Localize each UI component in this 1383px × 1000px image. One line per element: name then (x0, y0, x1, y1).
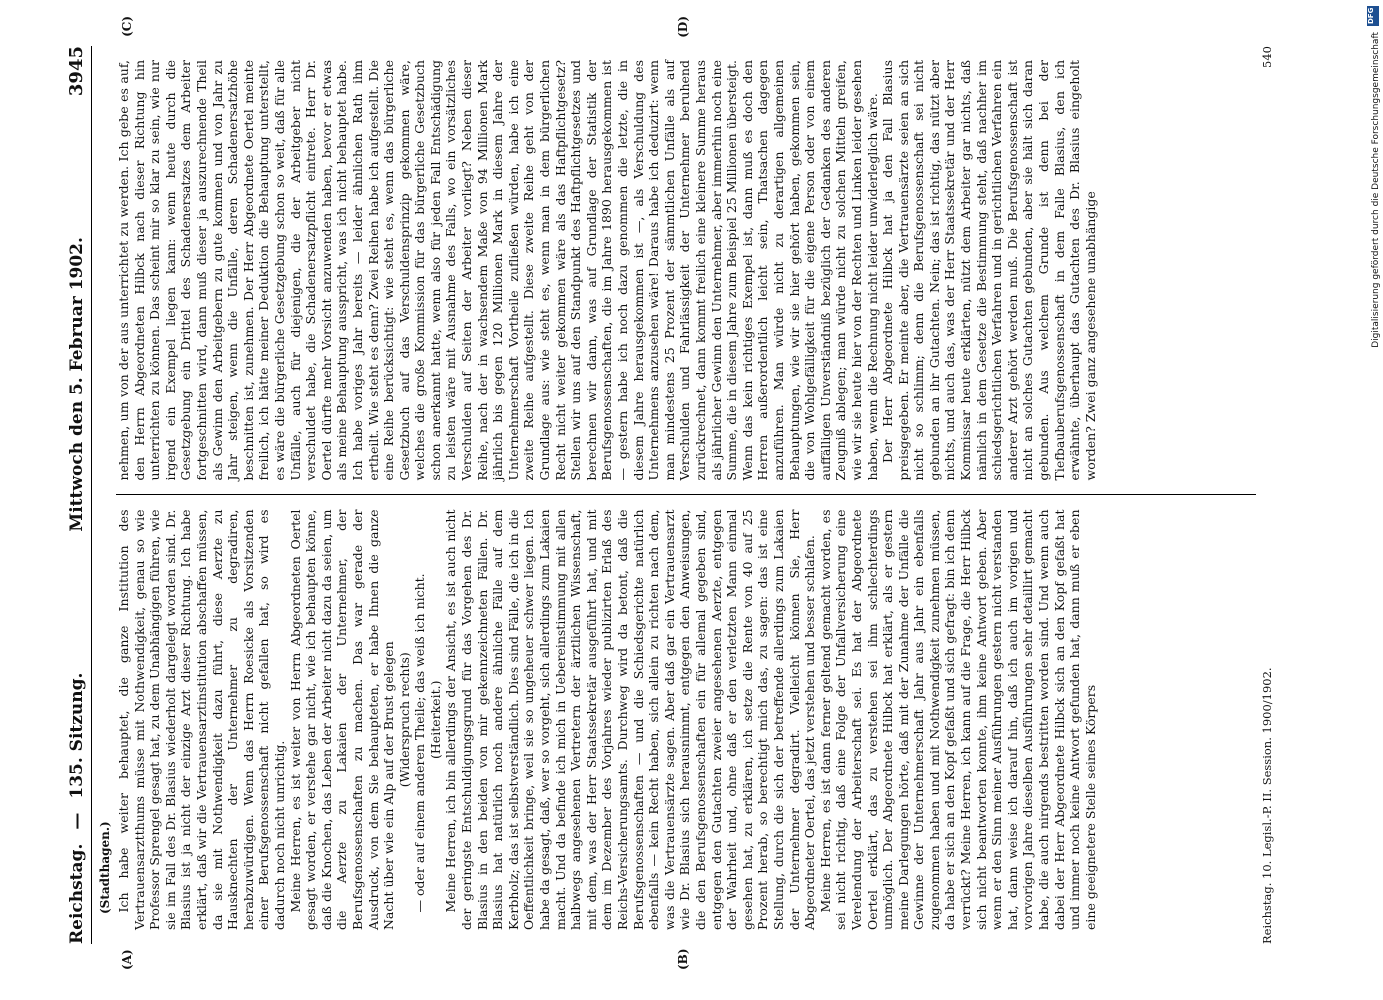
paragraph: Meine Herren, es ist weiter von Herrn Abgeordneten Oertel gesagt worden, er verstehe gar nicht, wie ich behaupten könne, daß die Knochen, das Leben der Arbeiter nicht dazu da seien, um die Aerzte zu Lakaien der Unternehmer, der Berufsgenossenschaften zu machen. Das war gerade der Ausdruck, von dem Sie behaupteten, er habe Ihnen die ganze Nacht über wie ein Alp auf der Brust gelegen (287, 509, 397, 930)
interjection: (Widerspruch rechts) (396, 652, 412, 788)
digitization-credit: Digitalisierung gefördert durch die Deutsche Forschungsgemeinschaft (1371, 32, 1381, 348)
paragraph: Meine Herren, es ist dann ferner geltend gemacht worden, es sei nicht richtig, daß eine Folge der Unfallversicherung eine Verelendung der Arbeiterschaft sei. Es hat der Abgeordnete Oertel erklärt, das zu verstehen sei ihm schlechterdings unmöglich. Der Abgeordnete Hilbck hat erklärt, als er gestern meine Darlegungen hörte, daß mit der Zunahme der Unfälle die Gewinne der Unternehmerschaft Jahr aus Jahr ein ebenfalls zugenommen haben und mit Nothwendigkeit zunehmen müssen, da habe er sich an den Kopf gefaßt und sich gefragt: bin ich denn verrückt? Meine Herren, ich kann auf die Frage, die Herr Hilbck sich nicht beantworten konnte, ihm keine Antwort geben. Aber wenn er den Sinn meiner Ausführungen gestern nicht verstanden hat, dann weise ich darauf hin, daß ich auch im vorigen und vorvorigen Jahre dieselben Ausführungen sehr detaillirt gemacht habe, die auch nirgends bestritten worden sind. Und wenn auch dabei der Herr Abgeordnete Hilbck sich an den Kopf gefaßt hat und immer noch keine Antwort gefunden hat, dann muß er eben eine geeignetere Stelle seines Körpers (817, 509, 1098, 930)
header-reichstag: Reichstag. (67, 843, 87, 944)
speaker-label: (Stadthagen.) (98, 821, 112, 914)
page-number: 3945 (66, 46, 87, 97)
header-session: 135. Sitzung. (67, 672, 87, 799)
margin-mark-d: (D) (676, 16, 690, 38)
text-columns (116, 16, 1256, 970)
paragraph: — oder auf einem anderen Theile; das weiß ich nicht. (412, 573, 428, 913)
paragraph: Der Herr Abgeordnete Hilbck hat ja den Fall Blasius preisgegeben. Er meinte aber, die Vertrauensärzte seien an sich nicht so schlimm; denn die Berufsgenossenschaft sei nicht gebunden an ihr Gutachten. Nein; das ist richtig, das nützt aber nichts, und auch das, was der Herr Staatssekretär und der Herr Kommissar heute erklärten, nützt dem Arbeiter gar nichts, daß nämlich in dem Gesetze die Bestimmung steht, daß nachher im schiedsgerichtlichen Verfahren und in gerichtlichen Verfahren ein anderer Arzt gehört werden muß. Die Berufsgenossenschaft ist nicht an solches Gutachten gebunden, aber sie hält sich daran gebunden. Aus welchem Grunde ist denn bei der Tiefbauberufsgenossenschaft in dem Falle Blasius, den ich erwähnte, überhaupt das Gutachten des Dr. Blasius eingeholt worden? Zwei ganz angesehene unabhängige (880, 60, 1098, 481)
footer-right: 540 (1260, 46, 1274, 68)
column-divider (116, 495, 1256, 496)
paragraph: nehmen, um von der aus unterrichtet zu werden. Ich gebe es auf, den Herrn Abgeordneten Hilbck nach dieser Richtung hin unterrichten zu können. Das scheint mir so klar zu sein, wie nur irgend ein Exempel liegen kann: wenn heute durch die Gesetzgebung ein Drittel des Schadenersatzes dem Arbeiter fortgeschnitten wird, dann muß dieser ja auszurechnende Theil als Gewinn den Arbeitgebern zu gute kommen und von Jahr zu Jahr steigen, wenn die Unfälle, deren Schadenersatzhöhe beschnitten ist, zunehmen. Der Herr Abgeordnete Oertel meinte freilich, ich hätte meiner Deduktion die Behauptung unterstellt, es wäre die bürgerliche Gesetzgebung schon so weit, daß für alle Unfälle, auch für diejenigen, die der Arbeitgeber nicht verschuldet habe, die Schadenersatzpflicht eintrete. Herr Dr. Oertel dürfte mehr Vorsicht anzuwenden haben, bevor er etwas als meine Behauptung ausspricht, was ich nicht behauptet habe. Ich habe voriges Jahr bereits — leider ähnlichen Rath ihm ertheilt. Wie steht es denn? Zwei Reihen habe ich aufgestellt. Die eine Reihe berücksichtigt: wie steht es, wenn das bürgerliche Gesetzbuch auf das Verschuldensprinzip gekommen wäre, welches die große Kommission für das bürgerliche Gesetzbuch schon anerkannt hatte, wenn also für jeden Fall Entschädigung zu leisten wäre mit Ausnahme des Falls, wo ein vorsätzliches Verschulden auf Seiten der Arbeiter vorliegt? Neben dieser Reihe, nach der in wachsendem Maße von 94 Millionen Mark jährlich bis gegen 120 Millionen Mark in diesem Jahre der Unternehmerschaft Vortheile zufließen würden, habe ich eine zweite Reihe aufgestellt. Diese zweite Reihe geht von der Grundlage aus: wie steht es, wenn man in dem bürgerlichen Recht nicht weiter gekommen wäre als das Haftpflichtgesetz? Stellen wir uns auf den Standpunkt des Haftpflichtgesetzes und berechnen wir dann, was auf Grundlage der Statistik der Berufsgenossenschaften, die im Jahre 1890 herausgekommen ist — gestern habe ich noch dazu genommen die letzte, die in diesem Jahre herausgekommen ist —, als Verschuldung des Unternehmens anzusehen wäre! Daraus habe ich deduzirt: wenn man mindestens 25 Prozent der sämmtlichen Unfälle als auf Verschulden und Fahrlässigkeit der Unternehmer beruhend zurückrechnet, dann kommt freilich eine kleinere Summe heraus als jährlicher Gewinn den Unternehmer, aber immerhin noch eine Summe, die in diesem Jahre zum Beispiel 25 Millionen übersteigt. Wenn das kein richtiges Exempel ist, dann muß es doch den Herren außerordentlich leicht sein, Thatsachen dagegen anzuführen. Man würde nicht zu derartigen allgemeinen Behauptungen, wie wir sie hier gehört haben, gekommen sein, die von Wohlgefälligkeit für die eigene Person oder von einem auffälligen Unverständniß bezüglich der Gedanken des anderen Zeugniß ablegen; man würde nicht zu solchen Mitteln greifen, wie wir sie heute hier von der Rechten und Linken leider gesehen haben, wenn die Rechnung nicht leider unwiderleglich wäre. (116, 60, 880, 481)
header-date: Mittwoch den 5. Februar 1902. (67, 237, 87, 532)
left-column (116, 496, 1256, 945)
right-column (116, 46, 1256, 495)
interjection: (Heiterkeit.) (427, 680, 443, 759)
header-dash: — (67, 812, 87, 830)
page-footer (1260, 46, 1274, 944)
paragraph: Meine Herren, ich bin allerdings der Ansicht, es ist auch nicht der geringste Entschuldigungsgrund für das Vorgehen des Dr. Blasius in den beiden von mir gekennzeichneten Fällen. Dr. Blasius hat natürlich noch andere ähnliche Fälle auf dem Kerbholz; das ist selbstverständlich. Dies sind Fälle, die ich in die Oeffentlichkeit bringe, weil sie so ungeheuer schwer liegen. Ich habe da gesagt, daß, wer so vorgeht, sich allerdings zum Lakaien macht. Und da befinde ich mich in Uebereinstimmung mit allen halbwegs angesehenen Vertretern der ärztlichen Wissenschaft, mit dem, was der Herr Staatssekretär ausgeführt hat, und mit dem im Dezember des Vorjahres wieder publizirten Erlaß des Reichs-Versicherungsamts. Durchweg wird da betont, daß die Berufsgenossenschaften — und die Schiedsgerichte natürlich ebenfalls — kein Recht haben, sich allein zu richten nach dem, was die Vertrauensärzte sagen. Aber daß gar ein Vertrauensarzt wie Dr. Blasius sich herausnimmt, entgegen den Anweisungen, die den Berufsgenossenschaften ein für allemal gegeben sind, entgegen den Gutachten zweier angesehenen Aerzte, entgegen der Wahrheit und, ohne daß er den verletzten Mann einmal gesehen hat, zu erklären, ich setze die Rente von 40 auf 25 Prozent herab, so berechtigt mich das, zu sagen: das ist eine Stellung, durch die sich der betreffende allerdings zum Lakaien der Unternehmer degradirt. Vielleicht können Sie, Herr Abgeordneter Oertel, das jetzt verstehen und besser schlafen. (443, 509, 818, 930)
footer-left: Reichstag. 10. Legisl.-P. II. Session. 1900/1902. (1260, 667, 1274, 944)
page-header (66, 46, 92, 944)
paragraph: Ich habe weiter behauptet, die ganze Institution des Vertrauensarztthums müsse mit Nothwendigkeit, genau so wie Professor Sprengel gesagt hat, zu dem Unabhängigen führen, wie sie im Fall des Dr. Blasius wiederholt dargelegt worden sind. Dr. Blasius ist ja nicht der einzige Arzt dieser Richtung. Ich habe erklärt, daß wir die Vertrauensarztinstitution abschaffen müssen, da sie mit Nothwendigkeit dazu führt, diese Aerzte zu Hausknechten der Unternehmer zu degradiren, herabzuwürdigen. Wenn das Herrn Roesicke als Vorsitzenden einer Berufsgenossenschaft nicht gefallen hat, so wird es dadurch noch nicht unrichtig. (116, 509, 287, 930)
margin-mark-c: (C) (120, 16, 134, 37)
document-page (30, 0, 1330, 1000)
margin-mark-a: (A) (120, 949, 134, 970)
margin-mark-b: (B) (676, 948, 690, 970)
dfg-logo: DFG (1367, 6, 1379, 26)
